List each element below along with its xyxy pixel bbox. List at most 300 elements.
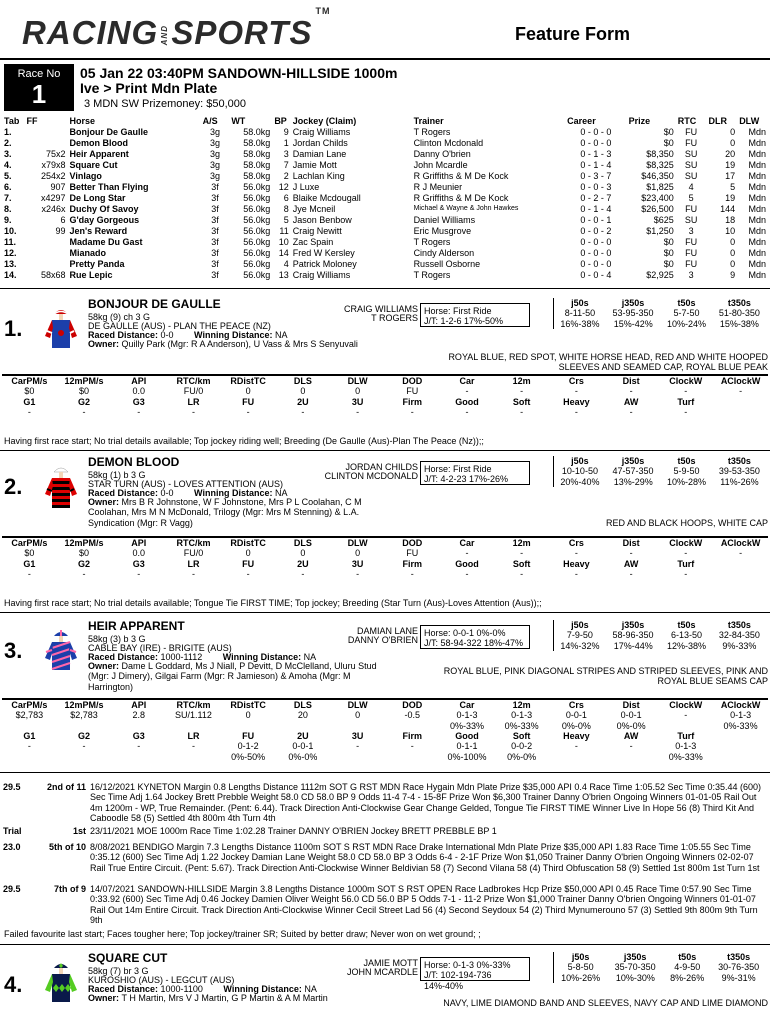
stats-cell: 0-1-3 <box>456 710 478 721</box>
field-cell-dlw: Mdn <box>748 193 766 204</box>
stats-cell: - <box>27 407 31 418</box>
stats-header-13: AClockW <box>720 700 761 710</box>
field-header-5: BP <box>274 116 287 127</box>
field-cell-rtc: 5 <box>688 193 694 204</box>
stats-cell: 20 <box>297 710 308 721</box>
stats-header-4: RDistTC <box>230 700 266 710</box>
stats-header-5: DLS <box>293 700 312 710</box>
field-cell-as: 3f <box>211 226 219 237</box>
field-cell-career: 0 - 1 - 4 <box>580 204 612 215</box>
race-number-box <box>4 64 74 111</box>
stats-cell <box>385 752 440 762</box>
field-cell-dlr: 20 <box>725 149 736 160</box>
jt-cell: 10%-24% <box>666 318 706 329</box>
field-cell-dlr: 19 <box>725 160 736 171</box>
stats-cell: LR <box>187 731 200 742</box>
stats-cell <box>2 752 57 762</box>
stats-cell: G2 <box>78 396 91 407</box>
field-cell-trainer: R Griffiths & M De Kock <box>413 171 509 182</box>
runner-owner <box>88 339 398 349</box>
stats-cell: Heavy <box>563 558 590 569</box>
field-cell-prize: $1,825 <box>646 182 674 193</box>
runner-weight-barrier: 58kg (3) b 3 G <box>88 634 146 644</box>
stats-cell <box>604 752 659 762</box>
divider <box>0 288 770 289</box>
field-cell-career: 0 - 0 - 0 <box>580 248 612 259</box>
jt-cell: 51-80-350 <box>718 308 760 319</box>
stats-cell: Good <box>455 558 479 569</box>
stats-header-10: Crs <box>568 700 584 710</box>
runner-stats-table <box>2 374 768 417</box>
stats-cell: 0-0-2 <box>511 741 533 752</box>
stats-header-3: RTC/km <box>176 700 211 710</box>
field-cell-dlw: Mdn <box>748 149 766 160</box>
stats-cell: $0 <box>79 386 90 397</box>
stats-cell: 0%-0% <box>561 720 591 731</box>
jt-cell: 15%-38% <box>719 318 759 329</box>
field-header-6: Jockey (Claim) <box>292 116 357 127</box>
field-cell-wt: 56.0kg <box>243 226 271 237</box>
field-cell-horse: Better Than Flying <box>69 182 149 193</box>
form-distance: 29.5 <box>3 782 21 792</box>
stats-cell: FU <box>406 548 419 559</box>
form-detail: 23/11/2021 MOE 1000m Race Time 1:02.28 Trainer DANNY O'BRIEN Jockey BRETT PREBBLE BP 1 <box>90 826 497 836</box>
stats-cell: $0 <box>24 386 35 397</box>
stats-cell: G3 <box>132 731 145 742</box>
field-header-3: A/S <box>202 116 218 127</box>
stats-cell: 2.8 <box>132 710 146 721</box>
stats-header-12: ClockW <box>669 700 703 710</box>
field-cell-prize: $0 <box>663 138 674 149</box>
runner-weight-barrier: 58kg (1) b 3 G <box>88 470 146 480</box>
stats-cell: - <box>520 407 524 418</box>
raced-distance-label: Raced Distance: <box>88 652 161 662</box>
field-cell-horse: Square Cut <box>69 160 118 171</box>
jt-header-0: j50s <box>571 952 590 962</box>
field-cell-wt: 56.0kg <box>243 182 271 193</box>
stats-cell: - <box>27 741 31 752</box>
horse-stat: Horse: First Ride <box>424 306 492 316</box>
stats-header-12: ClockW <box>669 538 703 548</box>
field-cell-wt: 56.0kg <box>243 215 271 226</box>
field-cell-trainer: T Rogers <box>413 127 451 138</box>
field-cell-as: 3f <box>211 248 219 259</box>
stats-cell: FU/0 <box>183 386 204 397</box>
stats-cell <box>330 721 385 731</box>
stats-header-7: DOD <box>402 538 423 548</box>
field-cell-rtc: FU <box>685 259 698 270</box>
race-subtitle: 3 MDN SW Prizemoney: $50,000 <box>84 98 247 110</box>
jockey-silks-icon <box>44 960 78 1004</box>
runner-colours: RED AND BLACK HOOPS, WHITE CAP <box>605 518 768 528</box>
stats-header-row <box>2 699 768 710</box>
field-cell-ff <box>25 248 68 259</box>
form-placing: 2nd of 11 <box>46 782 86 792</box>
stats-header-9: 12m <box>512 700 531 710</box>
stats-cell: - <box>629 741 633 752</box>
stats-header-7: DOD <box>402 700 423 710</box>
runner-name: SQUARE CUT <box>88 951 168 965</box>
jt-cell: 11%-26% <box>720 476 759 487</box>
stats-header-11: Dist <box>622 700 640 710</box>
field-cell-jockey: Blaike Mcdougall <box>292 193 361 204</box>
field-cell-dlr: 9 <box>730 270 736 281</box>
stats-cell <box>166 752 221 762</box>
stats-cell: 2U <box>297 731 309 742</box>
form-placing: 5th of 10 <box>48 842 86 852</box>
stats-cell: - <box>27 569 31 580</box>
stats-row <box>2 752 768 762</box>
stats-cell: Firm <box>402 558 423 569</box>
field-cell-horse: Pretty Panda <box>69 259 125 270</box>
runner-jockey: JORDAN CHILDS <box>345 462 418 472</box>
field-cell-ff: x4297 <box>40 193 66 204</box>
stats-cell: AW <box>623 558 639 569</box>
runner-number: 1. <box>4 316 23 341</box>
stats-row <box>2 559 768 569</box>
form-detail: 8/08/2021 BENDIGO Margin 7.3 Lengths Distance 1100m SOT S RST MDN Race Drake International Mdn Plate Prize $35,000 API 1.83 Race Time 1:05.55 Sec Time 0:35.12 (600) Sec Time Adj 1.22 Jockey Damian Lane Weight 58.0 CD 58.0 BP 3 Odds 6-4 - 2-1F Prize Won $1,050 Trainer Danny O'brien Ongoing Winners 02-02-07 Rail True Entire Circuit. (Pent: 5.67). Track Direction Anti-Clockwise Winner Beldivian 58 (7) Second Vilana 58 (4) Third Obfuscation 58 (9) Settled 1st 800m 1st Turn 1st <box>90 842 760 873</box>
stats-cell <box>221 721 276 731</box>
stats-header-13: AClockW <box>720 538 761 548</box>
stats-cell: - <box>137 741 141 752</box>
field-cell-tab: 9. <box>4 215 12 226</box>
divider <box>0 58 770 60</box>
field-cell-trainer: T Rogers <box>413 237 451 248</box>
form-placing: 1st <box>72 826 86 836</box>
field-cell-trainer: Eric Musgrove <box>413 226 472 237</box>
stats-cell <box>713 752 768 762</box>
field-cell-ff: 907 <box>50 182 66 193</box>
field-cell-jockey: Fred W Kersley <box>292 248 355 259</box>
stats-row <box>2 731 768 741</box>
table-row <box>2 193 768 204</box>
runner-owner <box>88 993 398 1003</box>
stats-cell <box>166 721 221 731</box>
stats-cell <box>2 721 57 731</box>
field-cell-as: 3f <box>211 237 219 248</box>
stats-cell: Turf <box>677 558 695 569</box>
field-cell-wt: 56.0kg <box>243 193 271 204</box>
stats-cell: - <box>684 710 688 721</box>
field-cell-rtc: 3 <box>688 226 694 237</box>
stats-cell: FU <box>406 386 419 397</box>
stats-cell: 0-1-3 <box>675 741 697 752</box>
stats-cell <box>111 721 166 731</box>
field-cell-prize: $23,400 <box>641 193 674 204</box>
stats-header-8: Car <box>459 538 475 548</box>
runner-trainer: T ROGERS <box>371 313 418 323</box>
table-row <box>2 171 768 182</box>
field-cell-jockey: Jye Mcneil <box>292 204 336 215</box>
field-header-11: DLR <box>708 116 727 127</box>
owner-label: Owner: <box>88 661 122 671</box>
race-number-label: Race No <box>17 68 61 80</box>
runner-breeding: KUROSHIO (AUS) - LEGCUT (AUS) <box>88 975 235 985</box>
field-cell-as: 3f <box>211 215 219 226</box>
field-cell-career: 0 - 0 - 0 <box>580 259 612 270</box>
field-cell-ff: 58x68 <box>40 270 66 281</box>
stats-cell: 0 <box>355 386 361 397</box>
stats-cell: - <box>520 548 524 559</box>
stats-header-12: ClockW <box>669 376 703 386</box>
field-cell-career: 0 - 0 - 1 <box>580 215 612 226</box>
stats-header-2: API <box>131 700 147 710</box>
stats-cell: 0 <box>300 386 306 397</box>
field-cell-tab: 1. <box>4 127 12 138</box>
stats-header-3: RTC/km <box>176 376 211 386</box>
table-row <box>2 204 768 215</box>
divider <box>0 944 770 945</box>
winning-distance-value: NA <box>274 330 288 340</box>
runner-breeding: STAR TURN (AUS) - LOVES ATTENTION (AUS) <box>88 479 284 489</box>
winning-distance-label: Winning Distance: <box>191 488 275 498</box>
stats-cell: Turf <box>677 396 695 407</box>
field-cell-prize: $2,925 <box>646 270 674 281</box>
horse-stat: Horse: 0-1-3 0%-33% <box>424 960 511 970</box>
stats-cell: - <box>739 548 743 559</box>
stats-cell: 0-1-3 <box>511 710 533 721</box>
field-cell-dlw: Mdn <box>748 160 766 171</box>
field-cell-rtc: FU <box>685 237 698 248</box>
field-cell-ff: 75x2 <box>45 149 66 160</box>
field-cell-jockey: Craig Newitt <box>292 226 342 237</box>
stats-cell: - <box>82 741 86 752</box>
field-cell-trainer: T Rogers <box>413 270 451 281</box>
field-cell-bp: 3 <box>283 149 289 160</box>
field-cell-bp: 13 <box>278 270 289 281</box>
field-cell-dlr: 18 <box>725 215 736 226</box>
stats-header-2: API <box>131 376 147 386</box>
jt-cell: 35-70-350 <box>614 962 656 973</box>
stats-cell: 0-0-1 <box>565 710 587 721</box>
stats-row <box>2 397 768 407</box>
jt-cell: 32-84-350 <box>718 630 760 641</box>
field-cell-dlr: 19 <box>725 193 736 204</box>
runner-jockey: CRAIG WILLIAMS <box>343 304 418 314</box>
jt-header-2: t50s <box>677 456 696 466</box>
jt-header-2: t50s <box>678 952 697 962</box>
field-cell-bp: 14 <box>278 248 289 259</box>
stats-row <box>2 721 768 731</box>
field-cell-rtc: 3 <box>688 270 694 281</box>
field-cell-rtc: FU <box>685 138 698 149</box>
stats-row <box>2 710 768 720</box>
stats-cell: - <box>356 741 360 752</box>
field-cell-career: 0 - 1 - 3 <box>580 149 612 160</box>
field-cell-as: 3g <box>209 160 220 171</box>
stats-cell: - <box>82 569 86 580</box>
stats-cell: - <box>629 569 633 580</box>
owner-label: Owner: <box>88 339 122 349</box>
horse-jt-box <box>420 461 530 485</box>
runner-colours: NAVY, LIME DIAMOND BAND AND SLEEVES, NAVY CAP AND LIME DIAMOND <box>443 998 768 1008</box>
field-cell-dlw: Mdn <box>748 204 766 215</box>
stats-cell: G2 <box>78 558 91 569</box>
stats-cell: Good <box>455 731 479 742</box>
field-cell-dlw: Mdn <box>748 182 766 193</box>
stats-cell: Soft <box>512 731 531 742</box>
stats-header-9: 12m <box>512 376 531 386</box>
divider <box>0 450 770 451</box>
stats-cell: - <box>356 569 360 580</box>
jt-row <box>554 477 767 487</box>
stats-header-0: CarPM/s <box>11 376 48 386</box>
field-cell-wt: 58.0kg <box>243 171 271 182</box>
stats-cell: -0.5 <box>404 710 421 721</box>
stats-cell: - <box>574 407 578 418</box>
jt-cell: 9%-31% <box>721 972 756 983</box>
stats-cell: 0-1-2 <box>237 741 259 752</box>
stats-cell: 0 <box>245 548 251 559</box>
field-cell-bp: 4 <box>283 259 289 270</box>
stats-header-10: Crs <box>568 376 584 386</box>
field-header-1: FF <box>26 116 38 127</box>
field-cell-horse: Demon Blood <box>69 138 129 149</box>
jt-cell: 10%-30% <box>615 972 655 983</box>
stats-cell: - <box>629 407 633 418</box>
stats-cell <box>713 731 768 741</box>
jt-row <box>554 466 767 476</box>
jt-row <box>554 630 767 640</box>
field-cell-dlw: Mdn <box>748 127 766 138</box>
stats-cell <box>713 741 768 751</box>
field-header-2: Horse <box>69 116 96 127</box>
stats-cell: 0 <box>245 710 251 721</box>
stats-cell: 3U <box>351 558 364 569</box>
field-cell-tab: 8. <box>4 204 12 215</box>
stats-cell: LR <box>187 396 200 407</box>
stats-cell: FU <box>242 731 255 742</box>
runner-name: HEIR APPARENT <box>88 619 185 633</box>
stats-header-7: DOD <box>402 376 423 386</box>
stats-cell: - <box>684 386 688 397</box>
jt-cell: 15%-42% <box>613 318 653 329</box>
runner-name: BONJOUR DE GAULLE <box>88 297 221 311</box>
stats-cell: 0.0 <box>132 548 146 559</box>
table-row <box>2 149 768 160</box>
jt-cell: 17%-44% <box>613 640 653 651</box>
stats-cell: - <box>465 407 469 418</box>
stats-row <box>2 548 768 558</box>
table-row <box>2 270 768 281</box>
racing-and-sports-logo: RACING ANDSPORTS™ <box>22 6 331 51</box>
stats-cell: - <box>410 741 414 752</box>
field-cell-trainer: John Mcardle <box>413 160 468 171</box>
field-cell-dlr: 0 <box>730 259 736 270</box>
field-cell-prize: $8,350 <box>646 149 674 160</box>
table-row <box>2 237 768 248</box>
field-cell-prize: $625 <box>653 215 674 226</box>
jockey-trainer-stat: J/T: 58-94-322 18%-47% <box>424 638 524 649</box>
field-cell-as: 3g <box>209 149 220 160</box>
jockey-trainer-stat: J/T: 4-2-23 17%-26% <box>424 474 509 485</box>
horse-jt-box <box>420 625 530 649</box>
field-cell-jockey: Jason Benbow <box>292 215 352 226</box>
field-cell-dlr: 144 <box>720 204 736 215</box>
field-cell-ff: 254x2 <box>40 171 66 182</box>
runner-weight-barrier: 58kg (7) br 3 G <box>88 966 149 976</box>
stats-cell: G1 <box>23 396 36 407</box>
stats-header-3: RTC/km <box>176 538 211 548</box>
form-distance: 23.0 <box>3 842 21 852</box>
form-comment: Failed favourite last start; Faces tougher here; Top jockey/trainer SR; Suited by better draw; Never won on wet ground; ; <box>4 929 481 939</box>
field-cell-dlw: Mdn <box>748 215 766 226</box>
field-cell-as: 3f <box>211 270 219 281</box>
field-table <box>2 116 768 281</box>
stats-cell: 0.0 <box>132 386 146 397</box>
jt-cell: 10%-26% <box>561 972 601 983</box>
field-cell-as: 3g <box>209 138 220 149</box>
jt-header-2: t50s <box>677 620 696 630</box>
stats-cell: $0 <box>79 548 90 559</box>
field-cell-dlr: 17 <box>725 171 736 182</box>
field-cell-horse: Vinlago <box>69 171 102 182</box>
field-cell-bp: 1 <box>283 138 289 149</box>
stats-cell: AW <box>623 731 639 742</box>
stats-header-8: Car <box>459 376 475 386</box>
jt-header-0: j50s <box>571 456 589 466</box>
field-cell-horse: Heir Apparent <box>69 149 129 160</box>
jockey-silks-icon <box>44 464 78 508</box>
runner-comment: Having first race start; No trial details available; Tongue Tie FIRST TIME; Top jockey; Breeding (Star Turn (Aus)-Loves Attention (Aus));; <box>4 598 542 608</box>
field-cell-prize: $0 <box>663 127 674 138</box>
runner-colours: ROYAL BLUE, RED SPOT, WHITE HORSE HEAD, RED AND WHITE HOOPED SLEEVES AND SEAMED CAP, ROYAL BLUE PEAK <box>448 352 768 373</box>
silk-wrap <box>44 628 78 674</box>
field-cell-as: 3f <box>211 193 219 204</box>
stats-cell: 0%-0% <box>507 751 537 762</box>
table-row <box>2 138 768 149</box>
runner-colours: ROYAL BLUE, PINK DIAGONAL STRIPES AND STRIPED SLEEVES, PINK AND ROYAL BLUE SEAMS CAP <box>443 666 768 687</box>
field-cell-ff: x246x <box>41 204 66 215</box>
runner-breeding: DE GAULLE (AUS) - PLAN THE PEACE (NZ) <box>88 321 271 331</box>
field-cell-trainer: R Griffiths & M De Kock <box>413 193 509 204</box>
field-header-8: Career <box>567 116 596 127</box>
stats-cell: - <box>356 407 360 418</box>
field-cell-prize: $8,325 <box>646 160 674 171</box>
jt-row <box>554 319 767 329</box>
stats-cell: 0%-33% <box>668 751 703 762</box>
field-cell-career: 0 - 2 - 7 <box>580 193 612 204</box>
stats-cell: Soft <box>512 558 531 569</box>
field-cell-ff: 6 <box>60 215 66 226</box>
field-cell-bp: 11 <box>279 226 289 237</box>
field-cell-dlr: 10 <box>725 226 736 237</box>
field-cell-bp: 9 <box>283 127 289 138</box>
stats-cell: - <box>246 569 250 580</box>
stats-row <box>2 407 768 417</box>
field-cell-wt: 58.0kg <box>243 160 271 171</box>
field-cell-rtc: SU <box>684 215 698 226</box>
field-cell-bp: 5 <box>283 215 289 226</box>
field-cell-horse: Bonjour De Gaulle <box>69 127 149 138</box>
jt-header-1: j350s <box>621 456 645 466</box>
field-header-4: WT <box>231 116 246 127</box>
jt-cell: 10%-28% <box>666 476 706 487</box>
jt-header-row <box>554 456 767 466</box>
stats-header-1: 12mPM/s <box>64 700 104 710</box>
winning-distance-value: NA <box>303 652 317 662</box>
stats-cell <box>658 721 713 731</box>
field-cell-jockey: Patrick Moloney <box>292 259 357 270</box>
jt-cell: 10-10-50 <box>561 466 598 477</box>
stats-cell: - <box>520 386 524 397</box>
table-row <box>2 215 768 226</box>
table-row <box>2 259 768 270</box>
stats-header-11: Dist <box>622 538 640 548</box>
field-cell-trainer: Danny O'brien <box>413 149 471 160</box>
field-cell-career: 0 - 0 - 0 <box>580 237 612 248</box>
stats-cell <box>276 721 331 731</box>
